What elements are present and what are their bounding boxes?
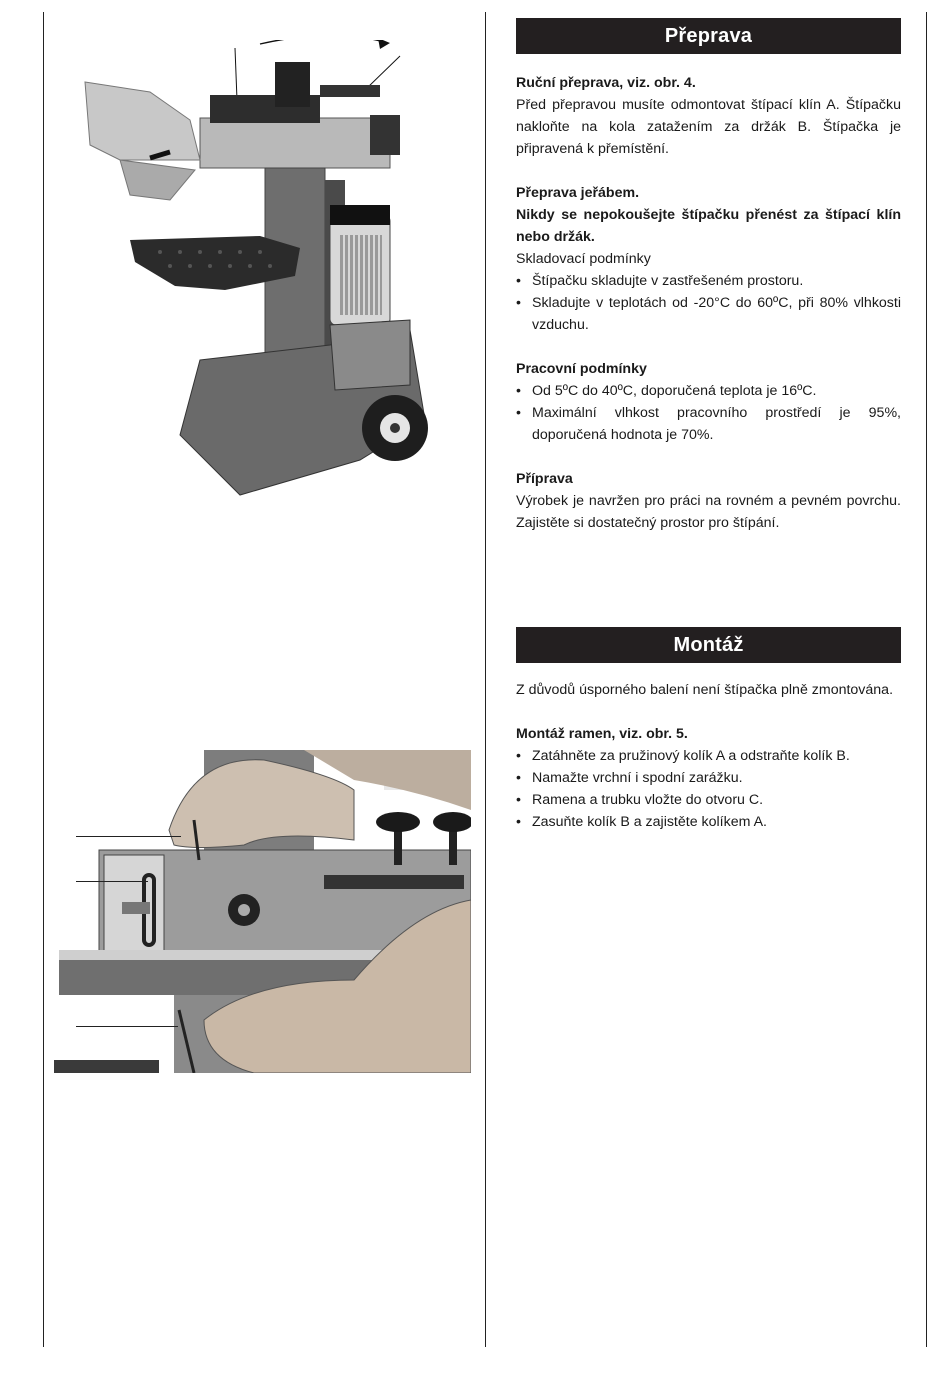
manual-transport-heading: Ruční přeprava, viz. obr. 4.: [516, 75, 696, 91]
log-splitter-figure: [80, 40, 440, 500]
preparation-text: Výrobek je navržen pro práci na rovném a pevném povrchu. Zajistěte si dostatečný prostor pro štípání.: [516, 493, 901, 531]
page-rule-middle: [485, 12, 486, 1347]
list-item: • Zasuňte kolík B a zajistěte kolíkem A.: [516, 814, 767, 830]
storage-conditions-heading: Skladovací podmínky: [516, 251, 651, 267]
list-item: • Maximální vlhkost pracovního prostředí je 95%, doporučená hodnota je 70%.: [516, 405, 901, 443]
list-item: • Od 5ºC do 40ºC, doporučená teplota je 16ºC.: [516, 383, 817, 399]
preparation-heading: Příprava: [516, 471, 573, 487]
arms-assembly-list: [516, 745, 901, 833]
assembly-intro: Z důvodů úsporného balení není štípačka plně zmontována.: [516, 682, 894, 698]
arm-assembly-figure: [54, 750, 471, 1073]
working-conditions-list: [516, 380, 901, 446]
section-title-preprava: Přeprava: [516, 18, 901, 54]
arms-assembly-heading: Montáž ramen, viz. obr. 5.: [516, 726, 688, 742]
page-rule-left: [43, 12, 44, 1347]
montaz-section: [516, 627, 901, 833]
list-item: • Namažte vrchní i spodní zarážku.: [516, 770, 743, 786]
list-item: • Ramena a trubku vložte do otvoru C.: [516, 792, 764, 808]
working-conditions-heading: Pracovní podmínky: [516, 361, 647, 377]
crane-transport-warning: Nikdy se nepokoušejte štípačku přenést za štípací klín nebo držák.: [516, 207, 901, 245]
callout-line-b: [76, 881, 148, 882]
storage-conditions-list: [516, 270, 901, 336]
preprava-section: [516, 18, 901, 534]
manual-transport-text: Před přepravou musíte odmontovat štípací klín A. Štípačku nakloňte na kola zatažením za držák B. Štípačka je připravená k přemístění.: [516, 97, 901, 157]
list-item: • Skladujte v teplotách od -20°C do 60ºC, při 80% vlhkosti vzduchu.: [516, 295, 901, 333]
callout-line-a: [76, 836, 181, 837]
page-rule-right: [926, 12, 927, 1347]
section-title-montaz: Montáž: [516, 627, 901, 663]
callout-line-c: [76, 1026, 178, 1027]
crane-transport-heading: Přeprava jeřábem.: [516, 185, 640, 201]
list-item: • Štípačku skladujte v zastřešeném prostoru.: [516, 273, 804, 289]
list-item: • Zatáhněte za pružinový kolík A a odstraňte kolík B.: [516, 748, 850, 764]
